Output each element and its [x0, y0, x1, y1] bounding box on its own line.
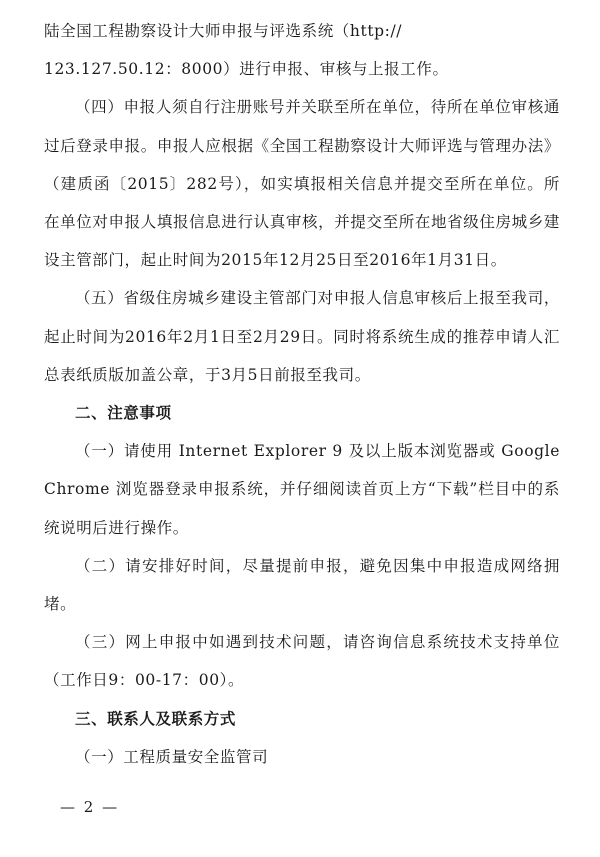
section-heading-notes: 二、注意事项 [75, 404, 172, 423]
paragraph-note-1: （一）请使用 Internet Explorer 9 及以上版本浏览器或 Google Chrome 浏览器登录申报系统，并仔细阅读首页上方“下载”栏目中的系统说明后进行操作。 [44, 442, 560, 537]
paragraph-system-url-line2: 123.127.50.12：8000）进行申报、审核与上报工作。 [44, 60, 449, 79]
paragraph-item-5: （五）省级住房城乡建设主管部门对申报人信息审核后上报至我司，起止时间为2016年2月1日至2月29日。同时将系统生成的推荐申请人汇总表纸质版加盖公章，于3月5日前报至我司。 [44, 289, 560, 384]
paragraph-note-2: （二）请安排好时间，尽量提前申报，避免因集中申报造成网络拥堵。 [44, 556, 560, 614]
document-body [44, 12, 560, 776]
paragraph-note-3: （三）网上申报中如遇到技术问题，请咨询信息系统技术支持单位（工作日9：00-17：00）。 [44, 633, 560, 690]
section-heading-contacts: 三、联系人及联系方式 [75, 709, 237, 728]
paragraph-contact-1: （一）工程质量安全监管司 [75, 747, 269, 766]
page-number: — 2 — [60, 798, 120, 816]
paragraph-item-4: （四）申报人须自行注册账号并关联至所在单位，待所在单位审核通过后登录申报。申报人应根据《全国工程勘察设计大师评选与管理办法》（建质函〔2015〕282号），如实填报相关信息并提交至所在单位。所在单位对申报人填报信息进行认真审核，并提交至所在地省级住房城乡建设主管部门，起止时间为2015年12月25日至2016年1月31日。 [44, 98, 560, 270]
paragraph-system-url-line1: 陆全国工程勘察设计大师申报与评选系统（http:// [44, 22, 403, 40]
